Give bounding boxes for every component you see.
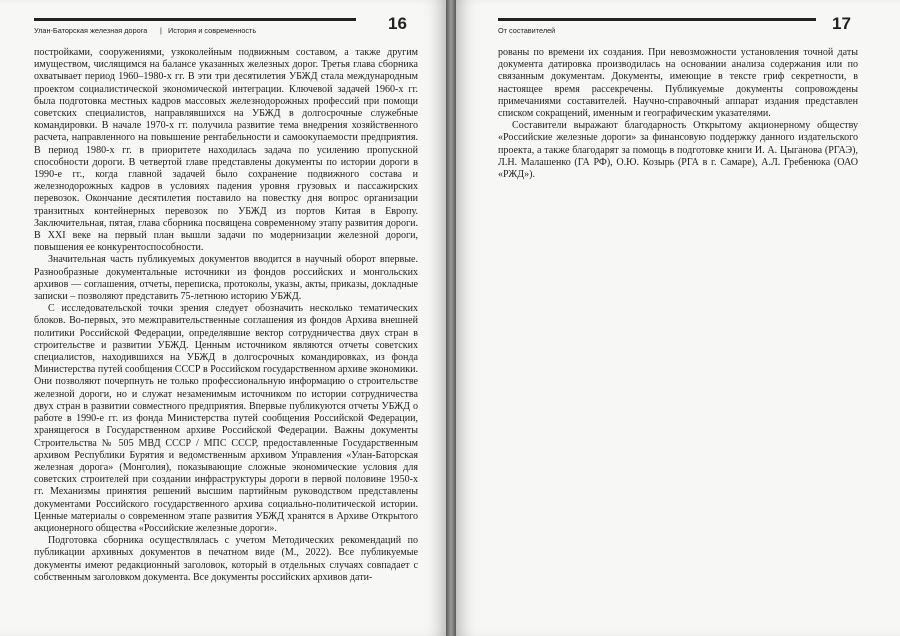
paragraph: рованы по времени их создания. При невозможности установления точной даты документа датировка производилась на основании анализа содержания или по связанным документам. Документы, имеющие в тексте гриф секретности, в настоящее время рассекречены. Публикуемые документы сопровождены примечаниями составителей. Научно-справочный аппарат издания представлен списком сокращений, именным и географическим указателями. bbox=[498, 47, 858, 120]
header-rule bbox=[34, 18, 356, 21]
left-running-header bbox=[34, 14, 418, 38]
right-body-text bbox=[498, 47, 858, 181]
right-running-header bbox=[498, 14, 858, 38]
page-number: 16 bbox=[388, 14, 407, 33]
header-section-title: От составителей bbox=[498, 26, 556, 35]
header-separator: | bbox=[160, 26, 162, 35]
book-gutter bbox=[446, 0, 456, 636]
right-page bbox=[456, 0, 900, 636]
page-number: 17 bbox=[832, 14, 851, 33]
paragraph: Подготовка сборника осуществлялась с учетом Методических рекомендаций по публикации архивных документов в печатном виде (М., 2022). Все публикуемые документы имеют редакционный заголовок, который в отдельных случаях совпадает с собственным заголовком документа. Все документы российских архивов дати- bbox=[34, 535, 418, 583]
header-book-title: Улан-Баторская железная дорога bbox=[34, 26, 148, 35]
left-page bbox=[0, 0, 446, 636]
left-body-text bbox=[34, 47, 418, 584]
paragraph: С исследовательской точки зрения следует обозначить несколько тематических блоков. Во-первых, это межправительственные соглашения из фондов Архива внешней политики Российской Федерации, определявшие вектор сотрудничества двух стран в строительстве и развитии УБЖД. Ценным источником являются отчеты советских специалистов, находившихся на УБЖД в долгосрочных командировках, из фонда Министерства путей сообщения СССР в Российском государственном архиве экономики. Они позволяют почерпнуть не только профессиональную информацию о строительстве железной дороги, но и служат незаменимым источником по истории сотрудничества двух стран в развитии совместного предприятия. Впервые публикуются отчеты УБЖД о работе в 1990-е гг. из фонда Министерства путей сообщения Российской Федерации, хранящегося в Государственном архиве Российской Федерации. Важны документы Строительства № 505 МВД СССР / МПС СССР, предоставленные Государственным архивом Республики Бурятия и ведомственным архивом Управления «Улан-Баторская железная дорога» (Монголия), показывающие сложные экономические условия для советских строителей при создании инфраструктуры дороги в первой половине 1950-х гг. Механизмы принятия решений высшим партийным руководством представлены документами Российского государственного архива социально-политической истории. Ценные материалы о современном этапе развития УБЖД хранятся в Архиве Открытого акционерного общества «Российские железные дороги». bbox=[34, 303, 418, 534]
header-section-title: История и современность bbox=[168, 26, 257, 35]
header-rule bbox=[498, 18, 816, 21]
paragraph: постройками, сооружениями, узкоколейным подвижным составом, а также другим имуществом, числящимся на балансе указанных железных дорог. Третья глава сборника охватывает период 1960–1980-х гг. В эти три десятилетия УБЖД стала международным проектом социалистической экономической интеграции. Ключевой задачей 1960-х гг. была подготовка местных кадров массовых железнодорожных профессий при помощи советских специалистов, направлявшихся на УБЖД в долгосрочные служебные командировки. В начале 1970-х гг. получила развитие тема внедрения хозяйственного расчета, направленного на повышение рентабельности и самоокупаемости предприятия. В период 1980-х гг. в приоритете находилась задача по усилению пропускной способности дороги. В четвертой главе представлены документы по истории дороги в 1990-е гг., когда главной задачей было сохранение подвижного состава и железнодорожных кадров в условиях падения уровня грузовых и пассажирских перевозок. Окончание десятилетия поставило на повестку дня вопрос организации транзитных контейнерных перевозок по УБЖД из портов Китая в Европу. Заключительная, пятая, глава сборника посвящена современному этапу развития дороги. В XXI веке на первый план вышли задачи по модернизации железной дороги, повышения ее конкурентоспособности. bbox=[34, 47, 418, 254]
paragraph: Составители выражают благодарность Открытому акционерному обществу «Российские железные дороги» за финансовую поддержку данного издательского проекта, а также благодарят за помощь в подготовке книги И. А. Цыганова (РГАЭ), Л.Н. Малашенко (ГА РФ), О.Ю. Козырь (РГА в г. Самаре), А.Л. Гребенюка (ОАО «РЖД»). bbox=[498, 120, 858, 181]
paragraph: Значительная часть публикуемых документов вводится в научный оборот впервые. Разнообразные документальные источники из фондов российских и монгольских архивов — соглашения, отчеты, переписка, протоколы, указы, акты, приказы, докладные записки – позволяют представить 75-летнюю историю УБЖД. bbox=[34, 254, 418, 303]
